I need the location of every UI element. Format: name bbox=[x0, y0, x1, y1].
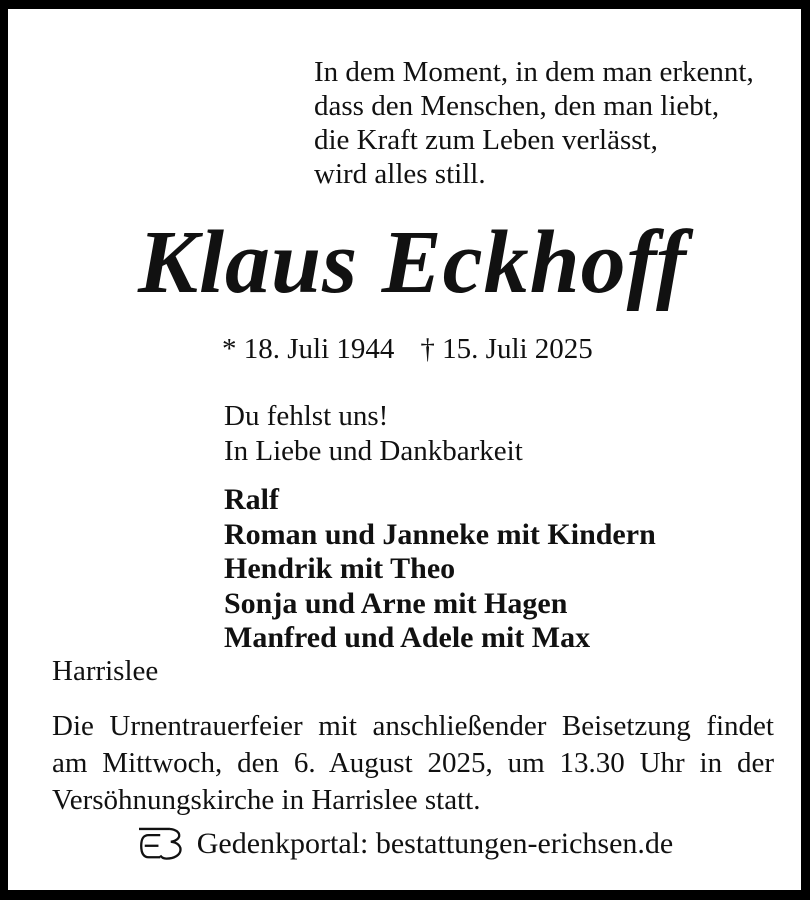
mourner-name: Hendrik mit Theo bbox=[224, 552, 456, 585]
mourner-name: Ralf bbox=[224, 483, 279, 516]
footer bbox=[8, 821, 801, 867]
poem-line: In dem Moment, in dem man erkennt, bbox=[314, 56, 754, 88]
death-date: † 15. Juli 2025 bbox=[420, 333, 593, 365]
service-line: Versöhnungskirche in Harrislee statt. bbox=[52, 784, 481, 816]
location-text: Harrislee bbox=[52, 655, 159, 687]
mourner-name: Sonja und Arne mit Hagen bbox=[224, 586, 568, 620]
farewell-text bbox=[224, 399, 523, 469]
farewell-line: Du fehlst uns! bbox=[224, 400, 389, 432]
mourners-list bbox=[224, 483, 656, 656]
mourner-name: Manfred und Adele mit Max bbox=[224, 621, 591, 654]
poem bbox=[314, 55, 754, 191]
mourner-name: Roman und Janneke mit Kindern bbox=[224, 517, 656, 551]
memorial-portal-text: Gedenkportal: bestattungen-erichsen.de bbox=[196, 827, 674, 860]
poem-line: wird alles still. bbox=[314, 158, 486, 190]
birth-date: * 18. Juli 1944 bbox=[222, 333, 395, 365]
deceased-name: Klaus Eckhoff bbox=[138, 213, 687, 312]
poem-line: die Kraft zum Leben verlässt, bbox=[314, 124, 658, 156]
farewell-line: In Liebe und Dankbarkeit bbox=[224, 435, 523, 467]
service-line: am Mittwoch, den 6. August 2025, um 13.30 Uhr in der bbox=[52, 747, 774, 779]
poem-line: dass den Menschen, den man liebt, bbox=[314, 90, 720, 122]
life-dates bbox=[222, 331, 593, 367]
service-line: Die Urnentrauerfeier mit anschließender Beisetzung findet bbox=[52, 710, 774, 742]
funeral-home-eb-monogram-icon bbox=[136, 821, 188, 867]
service-paragraph bbox=[52, 708, 774, 819]
